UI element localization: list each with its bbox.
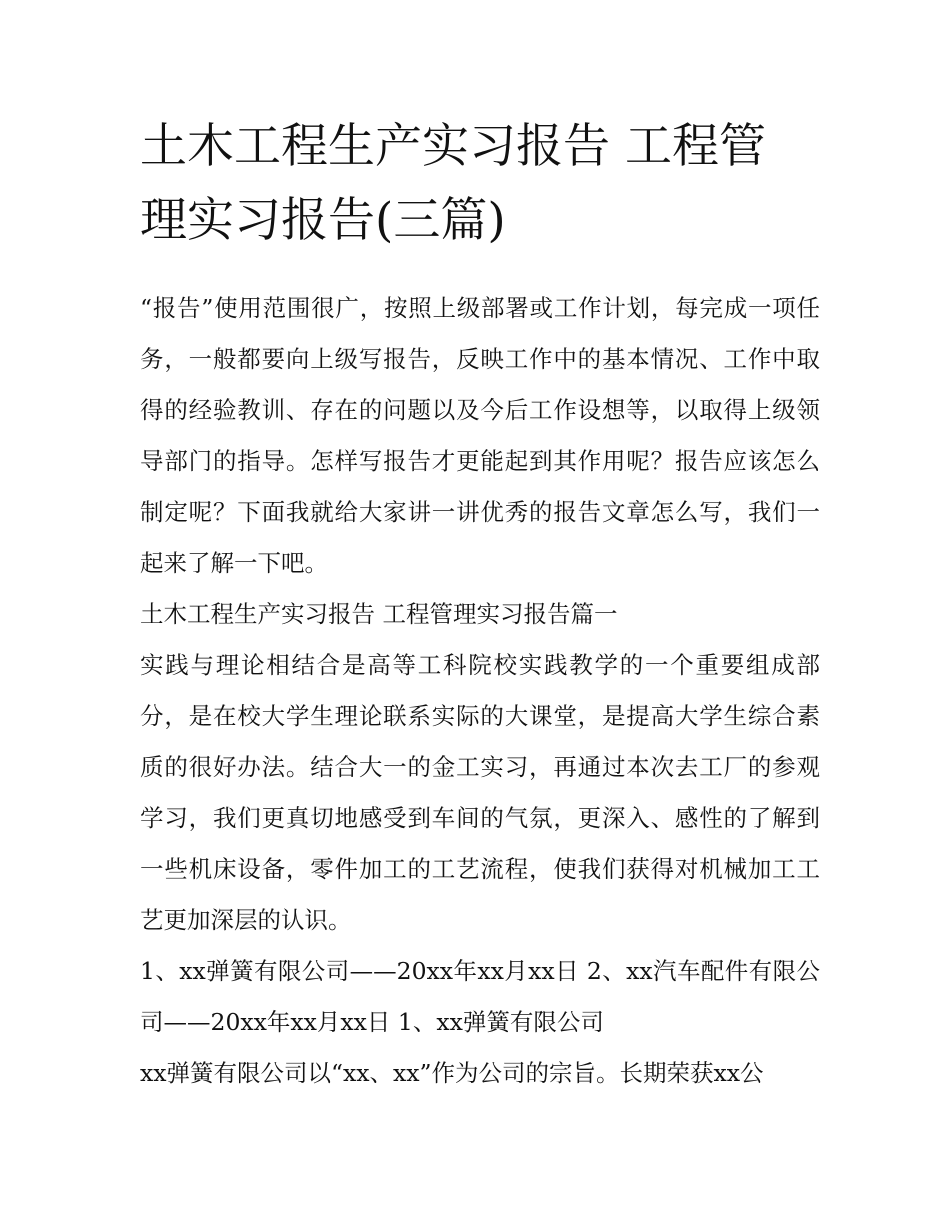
body-paragraph: 实践与理论相结合是高等工科院校实践教学的一个重要组成部分，是在校大学生理论联系实际的大课堂，是提高大学生综合素质的很好办法。结合大一的金工实习，再通过本次去工厂的参观学习，我们更真切地感受到车间的气氛，更深入、感性的了解到一些机床设备，零件加工的工艺流程，使我们获得对机械加工工艺更加深层的认识。 xyxy=(140,651,820,934)
title-line-1: 土木工程生产实习报告 工程管 xyxy=(140,119,766,174)
title-spacer xyxy=(140,258,820,283)
page-title xyxy=(140,110,820,258)
document-body xyxy=(140,110,820,1099)
closing-paragraph: xx弹簧有限公司以“xx、xx”作为公司的宗旨。长期荣获xx公 xyxy=(140,1059,764,1087)
companies-paragraph: 1、xx弹簧有限公司——20xx年xx月xx日 2、xx汽车配件有限公司——20xx年xx月xx日 1、xx弹簧有限公司 xyxy=(140,957,820,1036)
section-heading: 土木工程生产实习报告 工程管理实习报告篇一 xyxy=(140,600,618,628)
title-line-2: 理实习报告(三篇) xyxy=(140,193,506,248)
intro-paragraph: “报告”使用范围很广，按照上级部署或工作计划，每完成一项任务，一般都要向上级写报告，反映工作中的基本情况、工作中取得的经验教训、存在的问题以及今后工作设想等，以取得上级领导部门的指导。怎样写报告才更能起到其作用呢？报告应该怎么制定呢？下面我就给大家讲一讲优秀的报告文章怎么写，我们一起来了解一下吧。 xyxy=(140,294,820,577)
